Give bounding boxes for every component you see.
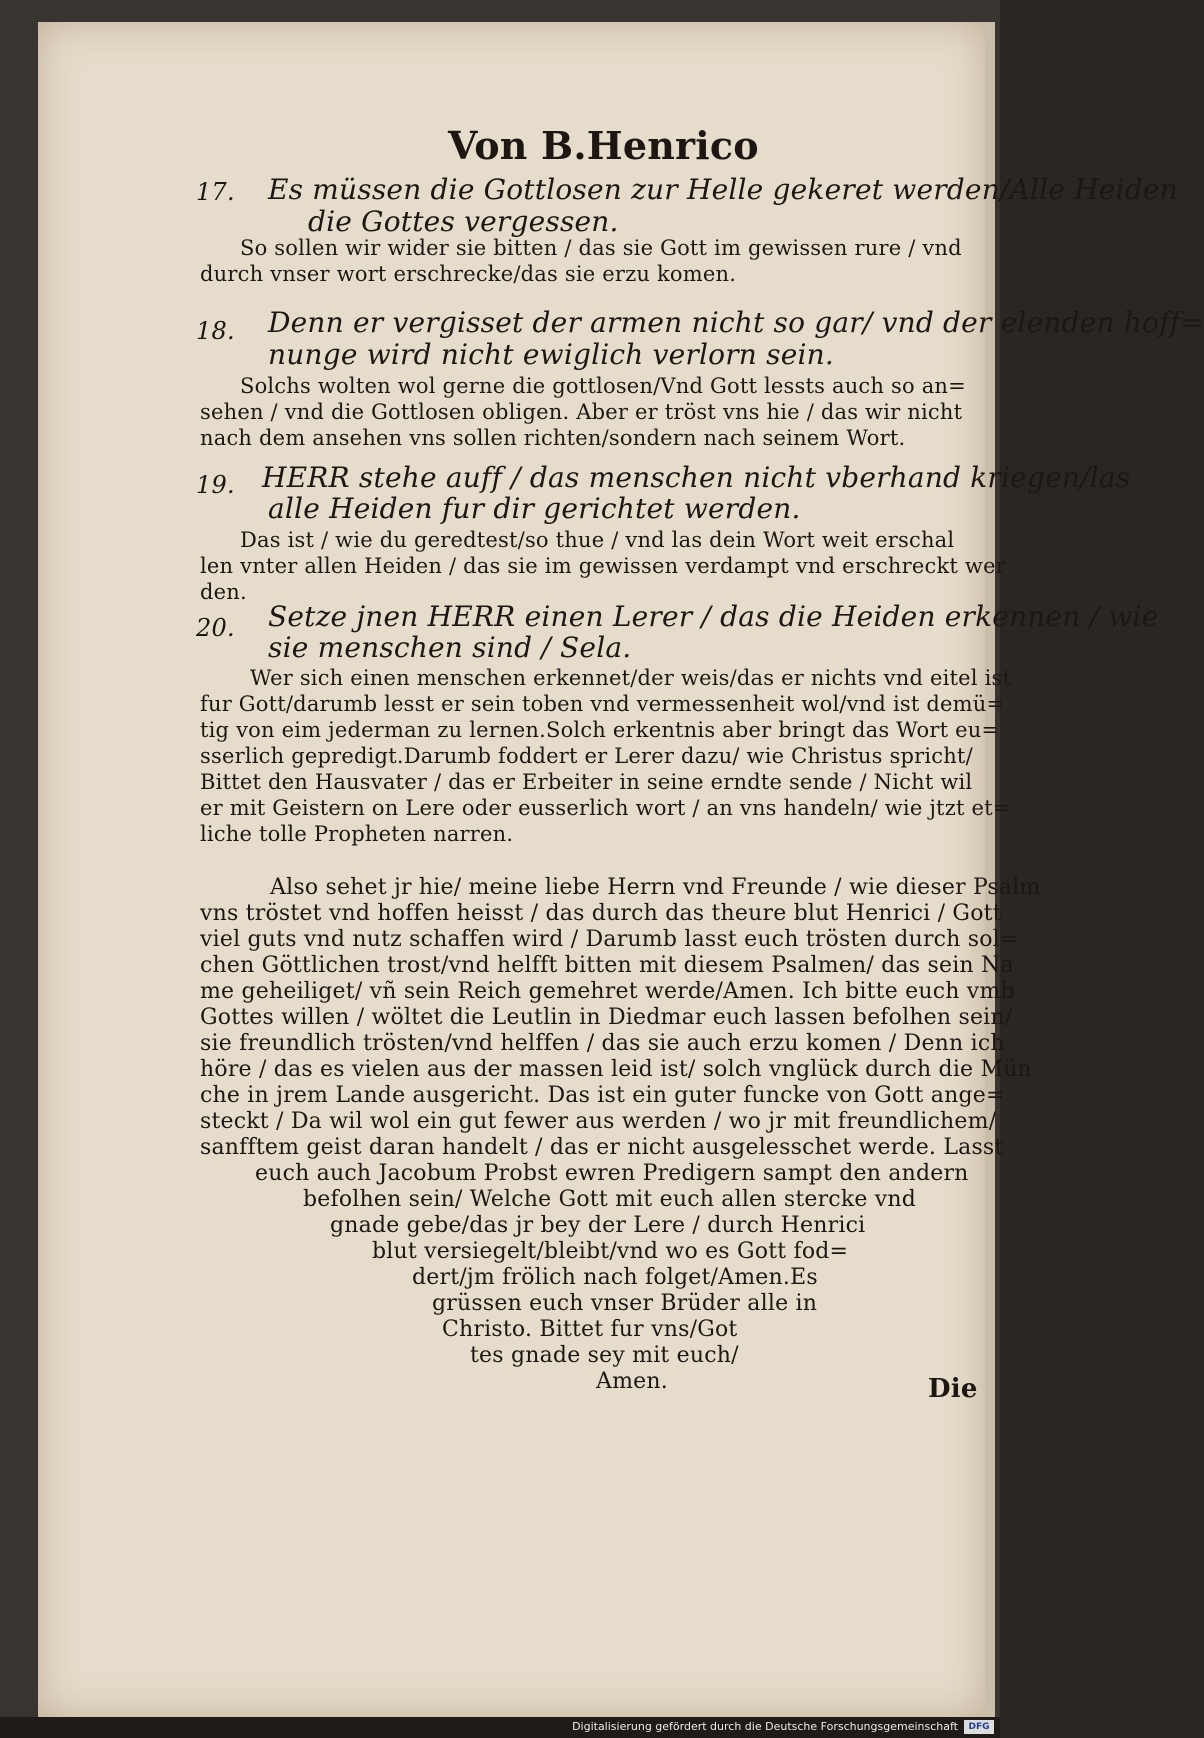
- gloss-line: nach dem ansehen vns sollen richten/sondern nach seinem Wort.: [200, 426, 906, 450]
- verse-line: sie menschen sind / Sela.: [268, 631, 632, 664]
- closing-line: vns tröstet vnd hoffen heisst / das durch das theure blut Henrici / Gott: [200, 901, 1002, 926]
- closing-line: sie freundlich trösten/vnd helffen / das sie auch erzu komen / Denn ich: [200, 1031, 1005, 1056]
- gloss-line: liche tolle Propheten narren.: [200, 822, 514, 846]
- closing-line: tes gnade sey mit euch/: [470, 1343, 739, 1368]
- closing-line: me geheiliget/ vñ sein Reich gemehret werde/Amen. Ich bitte euch vmb: [200, 979, 1015, 1004]
- verse-number: 17.: [196, 178, 235, 206]
- closing-line: che in jrem Lande ausgericht. Das ist ein guter funcke von Gott ange=: [200, 1083, 1005, 1108]
- closing-line: gnade gebe/das jr bey der Lere / durch Henrici: [330, 1213, 866, 1238]
- verse-number: 19.: [196, 471, 235, 499]
- verse-line: HERR stehe auff / das menschen nicht vberhand kriegen/las: [262, 461, 1131, 494]
- closing-line: höre / das es vielen aus der massen leid ist/ solch vnglück durch die Mün: [200, 1057, 1032, 1082]
- verse-number: 20.: [196, 614, 235, 642]
- closing-line: Amen.: [596, 1369, 668, 1394]
- verse-line: die Gottes vergessen.: [308, 205, 619, 238]
- verse-line: Es müssen die Gottlosen zur Helle gekeret werden/Alle Heiden: [268, 173, 1178, 206]
- running-title: Von B.Henrico: [448, 123, 759, 168]
- closing-line: grüssen euch vnser Brüder alle in: [432, 1291, 818, 1316]
- closing-line: dert/jm frölich nach folget/Amen.Es: [412, 1265, 818, 1290]
- gloss-line: er mit Geistern on Lere oder eusserlich wort / an vns handeln/ wie jtzt et=: [200, 796, 1011, 820]
- dfg-logo-icon: DFG: [964, 1720, 994, 1734]
- closing-line: viel guts vnd nutz schaffen wird / Darumb lasst euch trösten durch sol=: [200, 927, 1019, 952]
- gloss-line: den.: [200, 580, 247, 604]
- gloss-line: durch vnser wort erschrecke/das sie erzu komen.: [200, 262, 737, 286]
- closing-line: chen Göttlichen trost/vnd helfft bitten mit diesem Psalmen/ das sein Na: [200, 953, 1014, 978]
- verse-line: alle Heiden fur dir gerichtet werden.: [268, 492, 801, 525]
- closing-line: euch auch Jacobum Probst ewren Predigern sampt den andern: [255, 1161, 969, 1186]
- gloss-line: So sollen wir wider sie bitten / das sie Gott im gewissen rure / vnd: [240, 236, 962, 260]
- funding-credit: Digitalisierung gefördert durch die Deutsche Forschungsgemeinschaft: [572, 1720, 958, 1733]
- gloss-line: Das ist / wie du geredtest/so thue / vnd las dein Wort weit erschal: [240, 528, 955, 552]
- verse-line: Setze jnen HERR einen Lerer / das die Heiden erkennen / wie: [268, 600, 1159, 633]
- gloss-line: Bittet den Hausvater / das er Erbeiter in seine erndte sende / Nicht wil: [200, 770, 973, 794]
- verse-line: Denn er vergisset der armen nicht so gar/ vnd der elenden hoff=: [268, 306, 1204, 339]
- verse-line: nunge wird nicht ewiglich verlorn sein.: [268, 338, 834, 371]
- gloss-line: Wer sich einen menschen erkennet/der weis/das er nichts vnd eitel ist: [250, 666, 1012, 690]
- gloss-line: sserlich gepredigt.Darumb foddert er Lerer dazu/ wie Christus spricht/: [200, 744, 973, 768]
- gloss-line: sehen / vnd die Gottlosen obligen. Aber er tröst vns hie / das wir nicht: [200, 400, 963, 424]
- closing-line: Also sehet jr hie/ meine liebe Herrn vnd Freunde / wie dieser Psalm: [270, 875, 1041, 900]
- page-edge: [985, 22, 995, 1717]
- gloss-line: len vnter allen Heiden / das sie im gewissen verdampt vnd erschreckt wer: [200, 554, 1006, 578]
- gloss-line: fur Gott/darumb lesst er sein toben vnd vermessenheit wol/vnd ist demü=: [200, 692, 1005, 716]
- closing-line: Gottes willen / wöltet die Leutlin in Diedmar euch lassen befolhen sein/: [200, 1005, 1013, 1030]
- closing-line: blut versiegelt/bleibt/vnd wo es Gott fod=: [372, 1239, 849, 1264]
- closing-line: Christo. Bittet fur vns/Got: [442, 1317, 738, 1342]
- verse-number: 18.: [196, 317, 235, 345]
- catchword: Die: [928, 1374, 978, 1404]
- gloss-line: Solchs wolten wol gerne die gottlosen/Vnd Gott lessts auch so an=: [240, 374, 966, 398]
- closing-line: befolhen sein/ Welche Gott mit euch allen stercke vnd: [303, 1187, 917, 1212]
- digitization-footer: [0, 1717, 1000, 1738]
- closing-line: steckt / Da wil wol ein gut fewer aus werden / wo jr mit freundlichem/: [200, 1109, 997, 1134]
- closing-line: sanfftem geist daran handelt / das er nicht ausgelesschet werde. Lasst: [200, 1135, 1004, 1160]
- gloss-line: tig von eim jederman zu lernen.Solch erkentnis aber bringt das Wort eu=: [200, 718, 1000, 742]
